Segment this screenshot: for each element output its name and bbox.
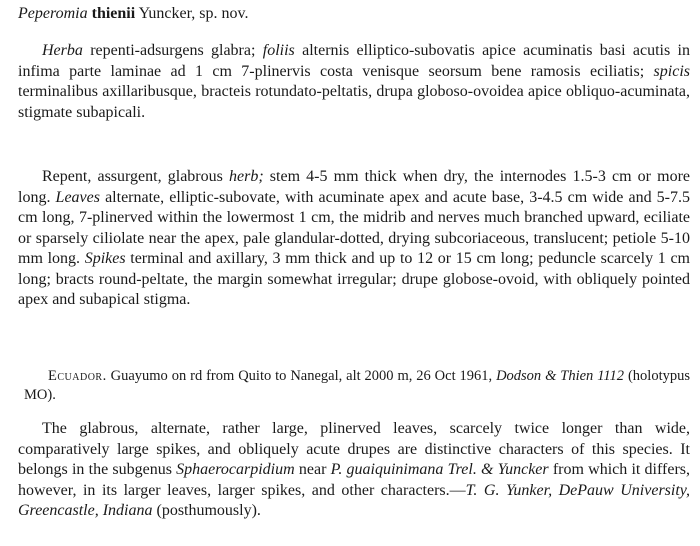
latin-term-spicis: spicis <box>653 62 690 80</box>
english-text-4: terminal and axillary, 3 mm thick and up to 12 or 15 cm long; peduncle scarcely 1 cm long; bracts round-peltate, the margin somewhat irregular; drupe globose-ovoid, with obliquely pointed apex and subapical stigma. <box>18 250 690 308</box>
english-text-3: alternate, elliptic-subovate, with acuminate apex and acute base, 3-4.5 cm wide and 5-7.5 cm long, 7-plinerved within the lowermost 1 cm, the midrib and nerves much branched upward, eciliate or sparsely ciliolate near the apex, pale glandular-dotted, drying subcoriaceous, translucent; petiole 5-10 mm long. <box>18 188 690 267</box>
latin-text-2: alternis elliptico-subovatis apice acuminatis basi acutis in infima parte laminae ad 1 cm 7-plinervis costa venisque seorsum bene ramosis eciliatis; <box>18 42 690 80</box>
latin-text-1: repenti-adsurgens glabra; <box>82 42 263 59</box>
latin-term-foliis: foliis <box>262 42 295 59</box>
english-description <box>18 167 690 311</box>
species-epithet: thienii <box>91 5 136 22</box>
specimen-citation <box>24 367 690 405</box>
specimen-herbarium: (holotypus MO). <box>24 368 690 403</box>
species-authority: Yuncker, sp. nov. <box>138 5 249 22</box>
english-text-1: Repent, assurgent, glabrous <box>42 168 229 185</box>
latin-description <box>18 41 690 123</box>
specimen-locality: Guayumo on rd from Quito to Nanegal, alt 2000 m, 26 Oct 1961, <box>106 368 497 384</box>
latin-term-herba: Herba <box>42 42 83 59</box>
english-text-2: stem 4-5 mm thick when dry, the internodes 1.5-3 cm or more long. <box>18 168 691 206</box>
author-affiliation: T. G. Yunker, DePauw University, Greencastle, Indiana <box>18 481 691 519</box>
subgenus-name: Sphaerocarpidium <box>176 461 295 478</box>
comment-text-2: near <box>294 461 331 478</box>
genus-name: Peperomia <box>18 5 88 22</box>
latin-text-3: terminalibus axillaribusque, bracteis rotundato-peltatis, drupa globoso-ovoidea apice obliquo-acuminata, stigmate subapicali. <box>18 83 690 121</box>
specimen-country: Ecuador. <box>48 368 107 384</box>
english-term-spikes: Spikes <box>84 250 126 267</box>
species-heading <box>18 4 688 25</box>
comment-text-3: from which it differs, however, in its larger leaves, larger spikes, and other characters.— <box>18 461 691 499</box>
related-species: P. guaiquinimana Trel. & Yuncker <box>330 461 549 478</box>
comment-text-4: (posthumously). <box>152 502 261 519</box>
specimen-collectors: Dodson & Thien 1112 <box>496 368 625 384</box>
discussion-paragraph <box>18 419 690 522</box>
comment-text-1: The glabrous, alternate, rather large, plinerved leaves, scarcely twice longer than wide, comparatively large spikes, and obliquely acute drupes are distinctive characters of this species. It belongs in the subgenus <box>18 420 690 478</box>
english-term-leaves: Leaves <box>55 188 100 206</box>
english-term-herb: herb; <box>229 168 264 185</box>
